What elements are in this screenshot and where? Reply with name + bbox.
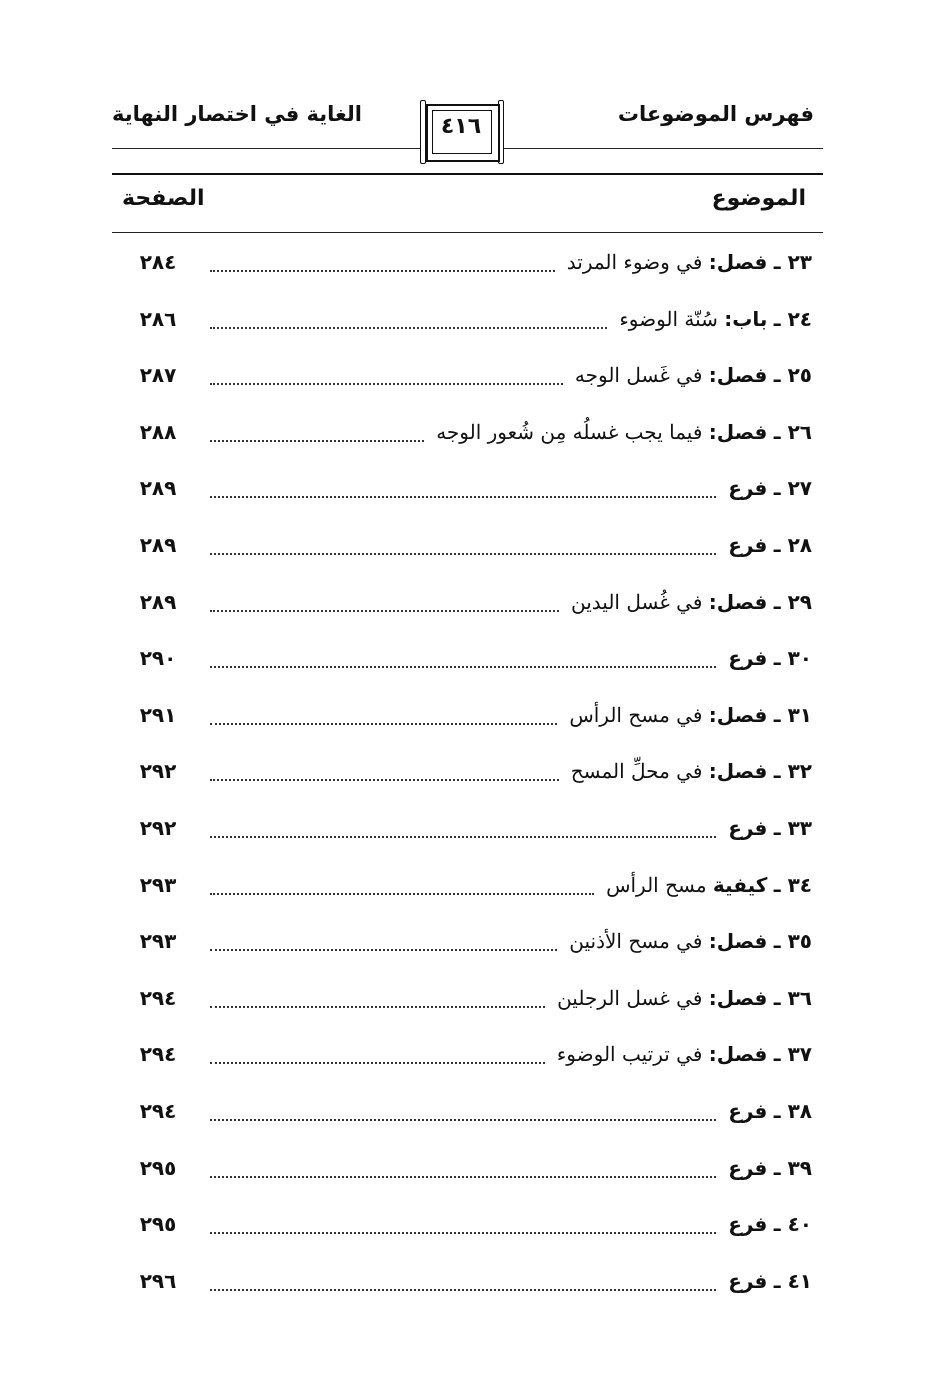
entry-title [728,1212,812,1236]
entry-page-number: ٢٨٦ [139,306,177,331]
section-title: فهرس الموضوعات [617,102,814,126]
entry-number: ٢٣ ـ [773,250,812,274]
dot-leader [210,1004,545,1008]
entry-keyword: فصل: [708,759,768,784]
entry-keyword: فرع [728,646,768,671]
contents-entry [0,590,942,630]
entry-subject: في غسل الرجلين [557,985,703,1010]
entry-keyword: فرع [728,816,768,840]
entry-number: ٢٩ ـ [773,589,812,614]
dot-leader [210,721,557,725]
dot-leader [210,551,716,555]
dot-leader [210,834,716,838]
entry-keyword: فرع [728,533,768,557]
dot-leader [210,608,559,612]
entry-title [728,476,812,500]
entry-title [606,873,812,897]
dot-leader [210,438,424,442]
dot-leader [210,891,594,895]
entry-page-number: ٢٩١ [139,702,177,727]
entry-title [728,1099,812,1123]
entry-page-number: ٢٩٤ [139,1099,177,1123]
entry-subject: مسح الرأس [606,872,707,897]
entry-subject: في ترتيب الوضوء [556,1042,703,1067]
dot-leader [210,777,559,781]
entry-keyword: باب: [724,306,768,331]
contents-entry [0,816,942,856]
dot-leader [210,494,716,498]
dot-leader [210,1117,716,1121]
contents-entry [0,646,942,686]
entry-title [728,646,812,670]
contents-entry [0,873,942,913]
contents-entry [0,1212,942,1252]
entry-subject: في غُسل اليدين [571,589,703,614]
entry-number: ٢٥ ـ [773,363,812,388]
entry-page-number: ٢٩٣ [139,872,177,897]
entry-page-number: ٢٨٨ [139,419,177,444]
entry-page-number: ٢٩٢ [139,816,177,840]
entry-number: ٣٨ ـ [773,1099,812,1123]
entry-subject: سُنّة الوضوء [619,306,718,331]
entry-title [728,816,812,840]
entry-title [569,929,812,953]
entry-number: ٤١ ـ [773,1268,812,1293]
entry-number: ٣١ ـ [773,702,812,727]
dot-leader [210,325,607,329]
entry-number: ٣٦ ـ [773,985,812,1010]
entry-number: ٣٩ ـ [773,1155,812,1180]
header-rule-bottom [112,173,823,175]
entry-title [575,363,812,387]
entry-subject: فيما يجب غسلُه مِن شُعور الوجه [436,419,703,444]
contents-entry [0,533,942,573]
dot-leader [210,381,563,385]
entry-title [557,986,812,1010]
contents-entry [0,1156,942,1196]
contents-entry [0,476,942,516]
dot-leader [210,1060,545,1064]
entry-page-number: ٢٩٦ [139,1268,177,1293]
entry-subject: في غَسل الوجه [574,363,703,388]
entry-title [571,759,812,783]
dot-leader [210,268,555,272]
entry-keyword: فصل: [708,929,768,954]
dot-leader [210,947,557,951]
entry-title [728,533,812,557]
entry-page-number: ٢٩٥ [139,1155,177,1180]
entry-keyword: فرع [728,1212,768,1237]
entry-page-number: ٢٨٩ [139,533,177,557]
entry-title [436,420,812,444]
contents-entry [0,420,942,460]
entry-keyword: كيفية [712,872,768,897]
dot-leader [210,664,716,668]
contents-entry [0,307,942,347]
contents-entry [0,1042,942,1082]
contents-entry [0,1269,942,1309]
column-header-page: الصفحة [122,186,205,211]
entry-keyword: فرع [728,1155,768,1180]
entry-keyword: فصل: [708,985,768,1010]
entry-title [567,250,812,274]
entry-page-number: ٢٩٣ [139,929,177,954]
page-number: ٤١٦ [440,114,482,139]
entry-keyword: فرع [728,476,768,501]
entry-number: ٣٧ ـ [773,1042,812,1067]
entry-number: ٢٦ ـ [773,419,812,444]
entry-title [557,1042,812,1066]
entry-page-number: ٢٩٠ [139,646,177,671]
entry-page-number: ٢٨٩ [139,589,177,614]
entry-page-number: ٢٩٢ [139,759,177,784]
contents-entry [0,986,942,1026]
entry-title [619,307,812,331]
entry-keyword: فرع [728,1268,768,1293]
entry-subject: في مسح الأذنين [569,929,703,954]
contents-entry [0,759,942,799]
contents-entry [0,1099,942,1139]
page-number-frame [420,100,504,164]
entry-keyword: فصل: [708,419,768,444]
column-header-topic: الموضوع [711,186,806,211]
entry-page-number: ٢٩٤ [139,985,177,1010]
contents-entry [0,363,942,403]
entry-number: ٢٨ ـ [773,533,812,557]
contents-entry [0,703,942,743]
entry-keyword: فصل: [708,1042,768,1067]
entry-subject: في مسح الرأس [569,702,703,727]
contents-entry [0,929,942,969]
dot-leader [210,1287,716,1291]
entry-keyword: فرع [728,1099,768,1123]
entry-number: ٢٧ ـ [773,476,812,501]
entry-number: ٣٢ ـ [773,759,812,784]
entry-page-number: ٢٨٩ [139,476,177,501]
column-header-rule [112,232,823,233]
entry-number: ٣٤ ـ [773,872,812,897]
entry-page-number: ٢٨٧ [139,363,177,388]
contents-entry [0,250,942,290]
entry-title [569,703,812,727]
entry-keyword: فصل: [708,363,768,388]
entry-number: ٢٤ ـ [773,306,812,331]
entry-title [728,1269,812,1293]
entry-page-number: ٢٩٤ [139,1042,177,1067]
entry-keyword: فصل: [708,250,768,274]
entry-subject: في محلِّ المسح [570,759,703,784]
dot-leader [210,1230,716,1234]
entry-number: ٤٠ ـ [773,1212,812,1237]
entry-title [571,590,812,614]
entry-number: ٣٠ ـ [773,646,812,671]
entry-keyword: فصل: [708,589,768,614]
dot-leader [210,1174,716,1178]
entry-page-number: ٢٩٥ [139,1212,177,1237]
entry-subject: في وضوء المرتد [566,250,703,274]
book-title: الغاية في اختصار النهاية [112,102,362,126]
entry-number: ٣٣ ـ [773,816,812,840]
entry-number: ٣٥ ـ [773,929,812,954]
entry-page-number: ٢٨٤ [139,250,177,274]
entry-title [728,1156,812,1180]
entry-keyword: فصل: [708,702,768,727]
